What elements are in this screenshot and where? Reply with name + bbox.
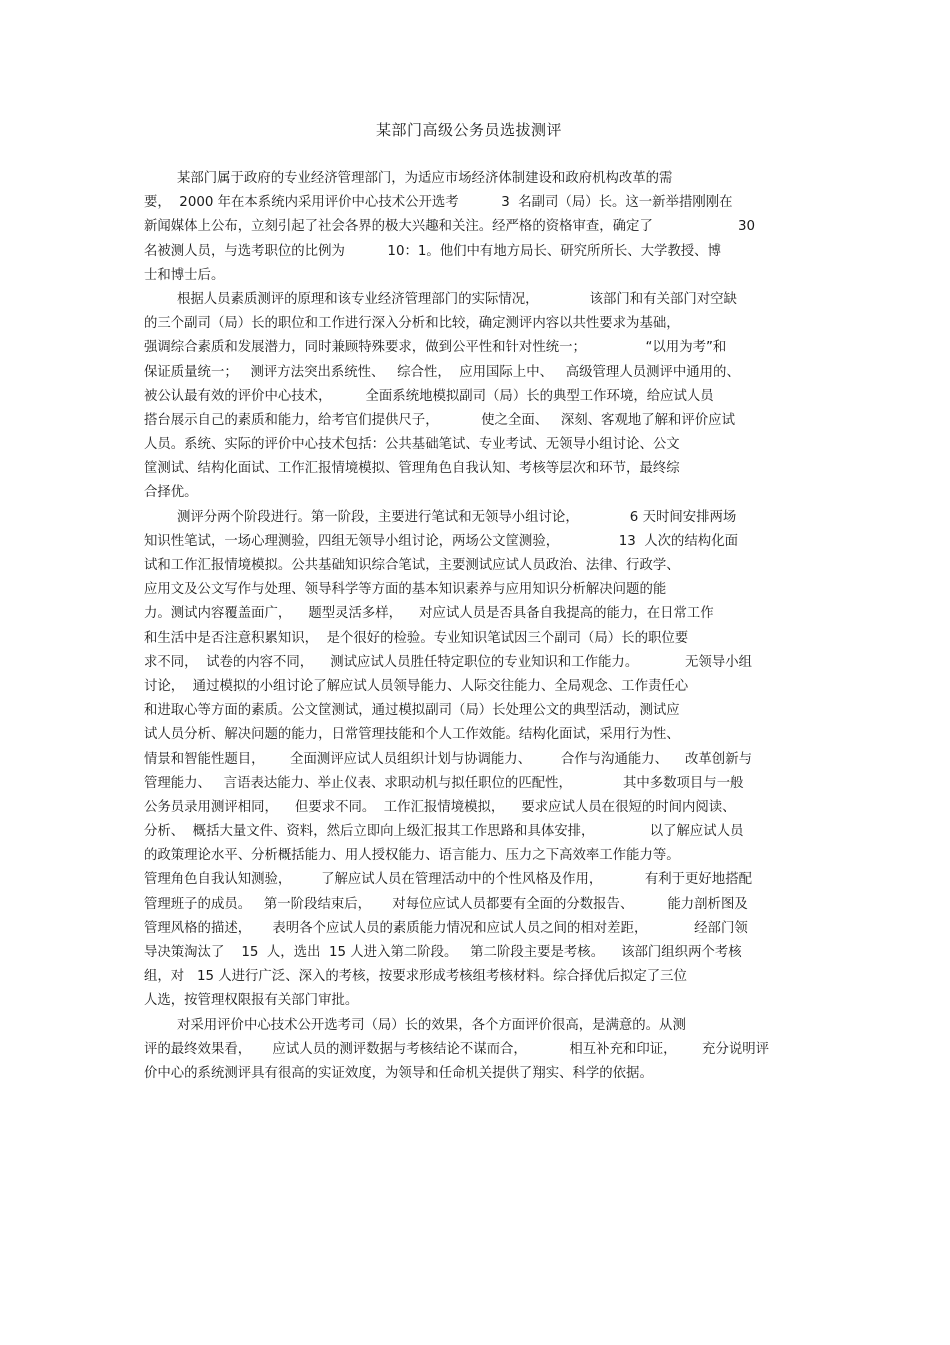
text-line: 被公认最有效的评价中心技术， 全面系统地模拟副司（局）长的典型工作环境，给应试人员 (144, 388, 714, 404)
text-line: 人员。系统、实际的评价中心技术包括：公共基础笔试、专业考试、无领导小组讨论、公文 (144, 437, 680, 453)
paragraph-4 (144, 1014, 804, 1087)
text-line: 价中心的系统测评具有很高的实证效度，为领导和任命机关提供了翔实、科学的依据。 (144, 1065, 653, 1081)
text-line: 筐测试、结构化面试、工作汇报情境模拟、管理角色自我认知、考核等层次和环节，最终综 (144, 461, 680, 477)
text-line: 评的最终效果看， 应试人员的测评数据与考核结论不谋而合， 相互补充和印证， 充分说明评 (144, 1041, 770, 1057)
text-line: 管理能力、 言语表达能力、举止仪表、求职动机与拟任职位的匹配性， 其中多数项目与一般 (144, 775, 744, 791)
text-line: 分析、 概括大量文件、资料，然后立即向上级汇报其工作思路和具体安排， 以了解应试人员 (144, 824, 744, 840)
text-line: 试人员分析、解决问题的能力，日常管理技能和个人工作效能。结构化面试，采用行为性、 (144, 727, 680, 743)
text-line: 讨论， 通过模拟的小组讨论了解应试人员领导能力、人际交往能力、全局观念、工作责任心 (144, 678, 689, 694)
text-line: 要， 2000 年在本系统内采用评价中心技术公开选考 3 名副司（局）长。这一新举措刚刚在 (144, 195, 733, 211)
text-line: 管理班子的成员。 第一阶段结束后， 对每位应试人员都要有全面的分数报告、 能力剖析图及 (144, 896, 748, 912)
text-line: 力。测试内容覆盖面广， 题型灵活多样， 对应试人员是否具备自我提高的能力，在日常工作 (144, 606, 714, 622)
text-line: 士和博士后。 (144, 267, 225, 283)
text-line: 的三个副司（局）长的职位和工作进行深入分析和比较，确定测评内容以共性要求为基础， (144, 316, 680, 332)
text-line: 强调综合素质和发展潜力，同时兼顾特殊要求，做到公平性和针对性统一； “以用为考”和 (144, 340, 727, 356)
document-body (144, 167, 804, 1086)
text-line: 合择优。 (144, 485, 198, 501)
text-line: 根据人员素质测评的原理和该专业经济管理部门的实际情况， 该部门和有关部门对空缺 (177, 291, 737, 307)
text-line: 公务员录用测评相同， 但要求不同。 工作汇报情境模拟， 要求应试人员在很短的时间内阅读、 (144, 799, 736, 815)
document-title: 某部门高级公务员选拔测评 (375, 121, 562, 139)
text-line: 对采用评价中心技术公开选考司（局）长的效果，各个方面评价很高，是满意的。从测 (177, 1017, 686, 1033)
text-line: 人选，按管理权限报有关部门审批。 (144, 993, 359, 1009)
text-line: 的政策理论水平、分析概括能力、用人授权能力、语言能力、压力之下高效率工作能力等。 (144, 848, 680, 864)
paragraph-3 (144, 506, 804, 1014)
text-line: 新闻媒体上公布，立刻引起了社会各界的极大兴趣和关注。经严格的资格审查，确定了 30 (144, 219, 756, 235)
text-line: 应用文及公文写作与处理、领导科学等方面的基本知识素养与应用知识分析解决问题的能 (144, 582, 667, 598)
paragraph-2 (144, 288, 804, 506)
text-line: 和生活中是否注意积累知识， 是个很好的检验。专业知识笔试因三个副司（局）长的职位要 (144, 630, 689, 646)
text-line: 和进取心等方面的素质。公文筐测试，通过模拟副司（局）长处理公文的典型活动，测试应 (144, 703, 680, 719)
text-line: 情景和智能性题目， 全面测评应试人员组织计划与协调能力、 合作与沟通能力、 改革创新与 (144, 751, 752, 767)
text-line: 搭台展示自己的素质和能力，给考官们提供尺子， 使之全面、 深刻、客观地了解和评价应试 (144, 412, 735, 428)
text-line: 测评分两个阶段进行。第一阶段，主要进行笔试和无领导小组讨论， 6 天时间安排两场 (177, 509, 737, 525)
paragraph-1 (144, 167, 804, 288)
text-line: 求不同， 试卷的内容不同， 测试应试人员胜任特定职位的专业知识和工作能力。 无领导小组 (144, 654, 752, 670)
text-line: 试和工作汇报情境模拟。公共基础知识综合笔试，主要测试应试人员政治、法律、行政学、 (144, 558, 680, 573)
text-line: 管理风格的描述， 表明各个应试人员的素质能力情况和应试人员之间的相对差距， 经部门领 (144, 920, 748, 936)
text-line: 导决策淘汰了 15 人，选出 15 人进入第二阶段。 第二阶段主要是考核。 该部门组织两个考核 (144, 945, 742, 960)
text-line: 管理角色自我认知测验， 了解应试人员在管理活动中的个性风格及作用， 有利于更好地搭配 (144, 872, 752, 888)
text-line: 知识性笔试，一场心理测验，四组无领导小组讨论，两场公文筐测验， 13 人次的结构化面 (144, 533, 738, 549)
text-line: 名被测人员，与选考职位的比例为 10：1。他们中有地方局长、研究所所长、大学教授、博 (144, 243, 721, 259)
text-line: 保证质量统一； 测评方法突出系统性、 综合性， 应用国际上中、 高级管理人员测评中通用的、 (144, 364, 740, 380)
text-line: 组，对 15 人进行广泛、深入的考核，按要求形成考核组考核材料。综合择优后拟定了三位 (144, 969, 687, 985)
text-line: 某部门属于政府的专业经济管理部门，为适应市场经济体制建设和政府机构改革的需 (177, 171, 673, 186)
